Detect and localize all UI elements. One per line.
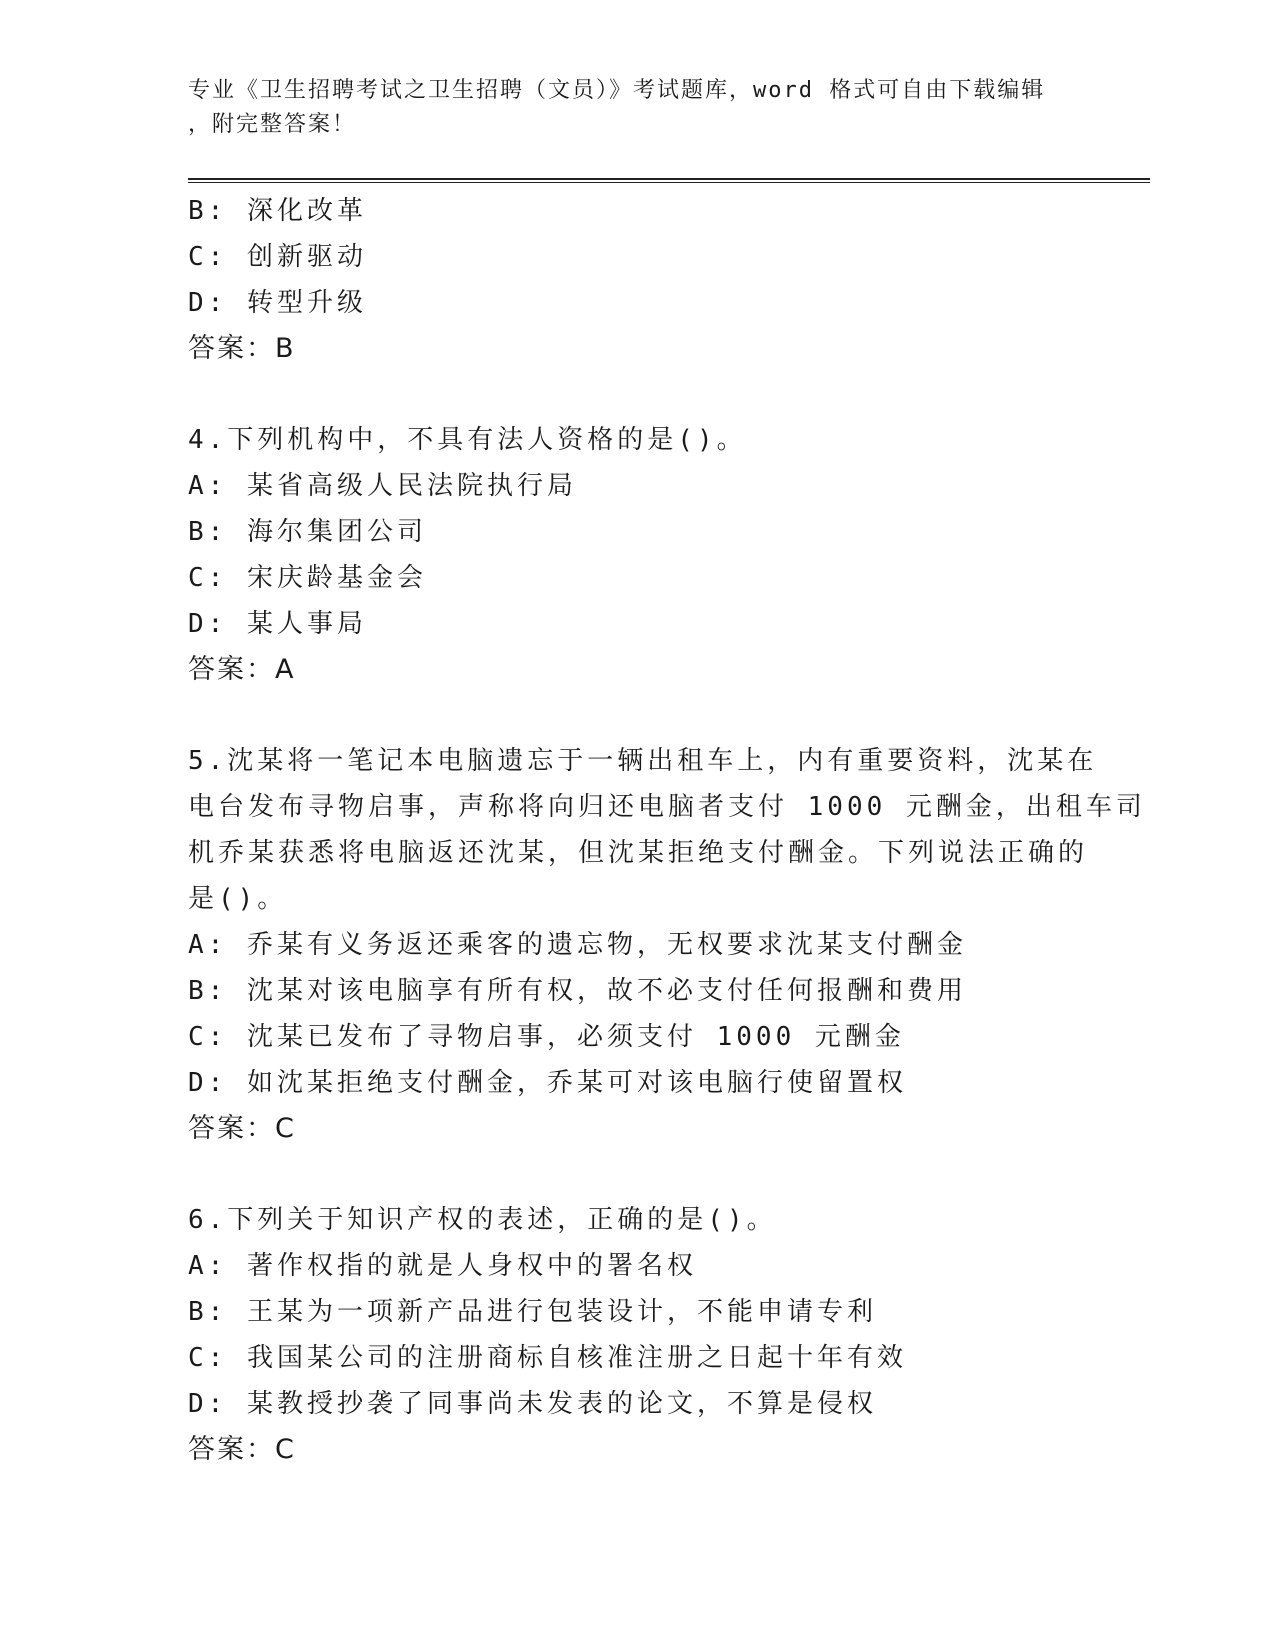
question-stem-line: 5.沈某将一笔记本电脑遗忘于一辆出租车上，内有重要资料，沈某在 [188, 746, 1098, 776]
divider-thick-line [188, 178, 1150, 180]
question-4 [188, 417, 1088, 693]
answer-line: 答案：A [188, 654, 296, 685]
divider-thin-line [188, 182, 1150, 183]
question-6 [188, 1197, 1088, 1473]
question-5 [188, 738, 1146, 1152]
option-d: D: 某人事局 [188, 609, 367, 639]
question-stem-line: 机乔某获悉将电脑返还沈某，但沈某拒绝支付酬金。下列说法正确的 [188, 838, 1089, 868]
spacer [188, 1152, 1088, 1197]
header-divider [188, 178, 1150, 183]
spacer [188, 372, 1088, 417]
option-a: A: 某省高级人民法院执行局 [188, 471, 577, 501]
option-b: B: 沈某对该电脑享有所有权，故不必支付任何报酬和费用 [188, 976, 967, 1006]
header-line-1: 专业《卫生招聘考试之卫生招聘（文员）》考试题库，word 格式可自由下载编辑 [188, 78, 1046, 103]
question-3 [188, 188, 1088, 372]
option-a: A: 乔某有义务返还乘客的遗忘物，无权要求沈某支付酬金 [188, 930, 967, 960]
question-stem: 6.下列关于知识产权的表述，正确的是()。 [188, 1205, 777, 1235]
option-a: A: 著作权指的就是人身权中的署名权 [188, 1251, 697, 1281]
option-c: C: 我国某公司的注册商标自核准注册之日起十年有效 [188, 1343, 907, 1373]
option-b: B: 深化改革 [188, 196, 367, 226]
option-d: D: 转型升级 [188, 288, 367, 318]
header-line-2: ，附完整答案！ [188, 112, 357, 137]
question-stem-line: 是()。 [188, 884, 288, 914]
question-list [188, 188, 1146, 1473]
answer-line: 答案：C [188, 1434, 296, 1465]
question-stem-line: 电台发布寻物启事，声称将向归还电脑者支付 1000 元酬金，出租车司 [188, 792, 1146, 822]
option-b: B: 海尔集团公司 [188, 517, 427, 547]
answer-line: 答案：B [188, 333, 296, 364]
option-d: D: 如沈某拒绝支付酬金，乔某可对该电脑行使留置权 [188, 1068, 907, 1098]
answer-line: 答案：C [188, 1113, 296, 1144]
option-d: D: 某教授抄袭了同事尚未发表的论文，不算是侵权 [188, 1389, 877, 1419]
question-stem: 4.下列机构中，不具有法人资格的是()。 [188, 425, 747, 455]
option-b: B: 王某为一项新产品进行包装设计，不能申请专利 [188, 1297, 877, 1327]
option-c: C: 宋庆龄基金会 [188, 563, 427, 593]
option-c: C: 沈某已发布了寻物启事，必须支付 1000 元酬金 [188, 1022, 905, 1052]
option-c: C: 创新驱动 [188, 242, 367, 272]
spacer [188, 693, 1088, 738]
document-header [188, 74, 1068, 142]
